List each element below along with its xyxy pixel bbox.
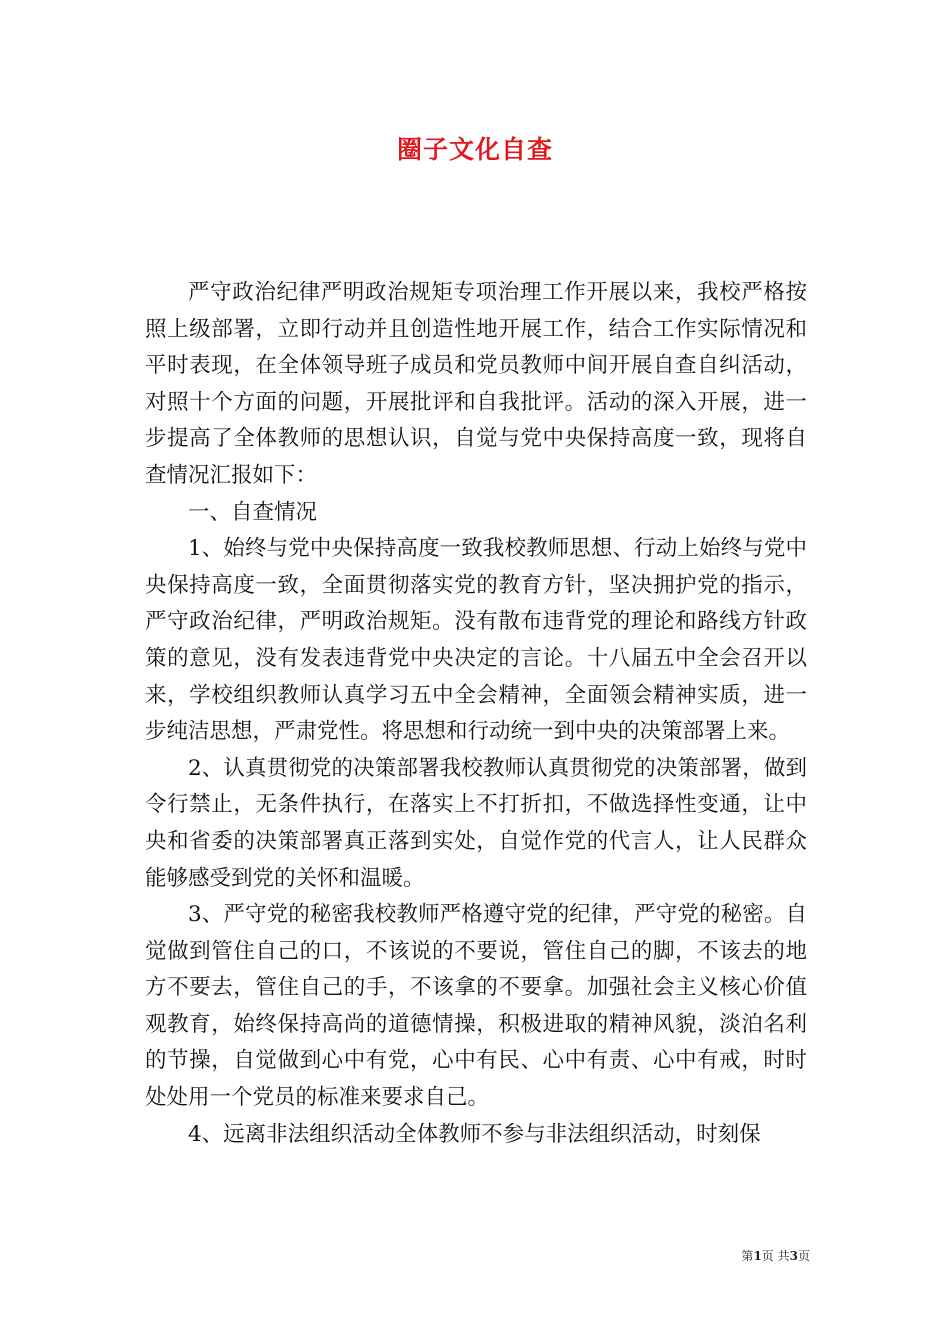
footer-current-page: 1	[753, 1249, 762, 1263]
paragraph-item-1: 1、始终与党中央保持高度一致我校教师思想、行动上始终与党中央保持高度一致，全面贯彻落实党的教育方针，坚决拥护党的指示，严守政治纪律，严明政治规矩。没有散布违背党的理论和路线方针政策的意见，没有发表违背党中央决定的言论。十八届五中全会召开以来，学校组织教师认真学习五中全会精神，全面领会精神实质，进一步纯洁思想，严肃党性。将思想和行动统一到中央的决策部署上来。	[145, 536, 807, 745]
paragraph-intro: 严守政治纪律严明政治规矩专项治理工作开展以来，我校严格按照上级部署，立即行动并且创造性地开展工作，结合工作实际情况和平时表现，在全体领导班子成员和党员教师中间开展自查自纠活动，对照十个方面的问题，开展批评和自我批评。活动的深入开展，进一步提高了全体教师的思想认识，自觉与党中央保持高度一致，现将自查情况汇报如下：	[145, 280, 807, 488]
footer-total-pages: 3	[789, 1249, 798, 1263]
footer-prefix: 第	[741, 1249, 754, 1263]
paragraph-item-4: 4、远离非法组织活动全体教师不参与非法组织活动，时刻保	[188, 1121, 761, 1147]
paragraph-item-2: 2、认真贯彻党的决策部署我校教师认真贯彻党的决策部署，做到令行禁止，无条件执行，在落实上不打折扣，不做选择性变通，让中央和省委的决策部署真正落到实处，自觉作党的代言人，让人民群众能够感受到党的关怀和温暖。	[145, 755, 807, 891]
document-title: 圈子文化自查	[396, 135, 553, 164]
document-body	[145, 275, 807, 1153]
footer-middle: 页 共	[761, 1249, 790, 1263]
footer-suffix: 页	[797, 1249, 810, 1263]
paragraph-item-3: 3、严守党的秘密我校教师严格遵守党的纪律，严守党的秘密。自觉做到管住自己的口，不该说的不要说，管住自己的脚，不该去的地方不要去，管住自己的手，不该拿的不要拿。加强社会主义核心价值观教育，始终保持高尚的道德情操，积极进取的精神风貌，淡泊名利的节操，自觉做到心中有党，心中有民、心中有责、心中有戒，时时处处用一个党员的标准来要求自己。	[145, 902, 807, 1111]
section-heading: 一、自查情况	[188, 499, 318, 525]
page-number-footer	[700, 1248, 810, 1264]
